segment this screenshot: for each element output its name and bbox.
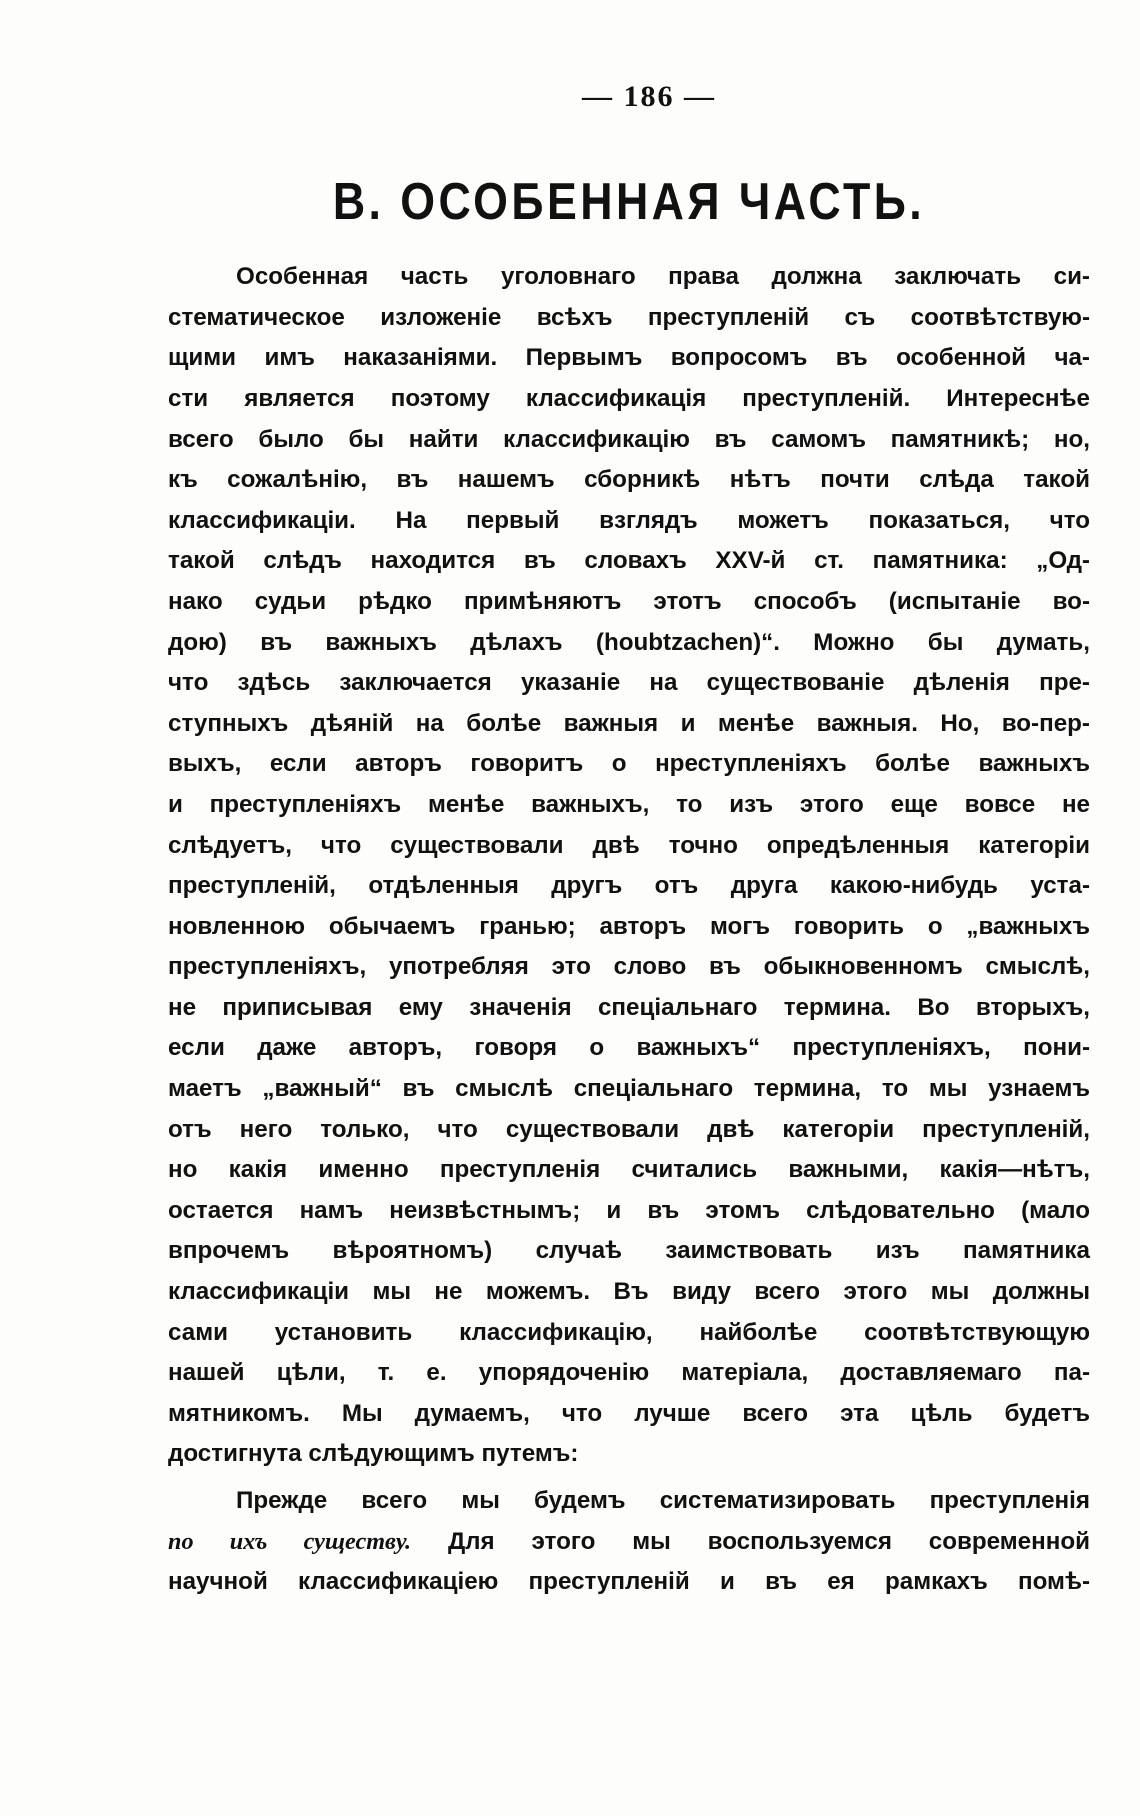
paragraph-2 bbox=[168, 1481, 1090, 1603]
text-line: классификаціи мы не можемъ. Въ виду всего этого мы должны bbox=[168, 1278, 1090, 1306]
page-number: — 186 — bbox=[582, 80, 716, 113]
text-line: научной классификаціею преступленій и въ ея рамкахъ помѣ- bbox=[168, 1568, 1090, 1596]
text-line: остается намъ неизвѣстнымъ; и въ этомъ слѣдовательно (мало bbox=[168, 1196, 1090, 1224]
text-line: такой слѣдъ находится въ словахъ XXV-й ст. памятника: „Од- bbox=[168, 547, 1090, 575]
text-line: впрочемъ вѣроятномъ) случаѣ заимствовать изъ памятника bbox=[168, 1237, 1090, 1265]
text-line: стематическое изложеніе всѣхъ преступленій съ соотвѣтствую- bbox=[168, 303, 1090, 331]
paragraph-1 bbox=[168, 257, 1090, 1475]
text-line: сами установить классификацію, найболѣе соотвѣтствующую bbox=[168, 1318, 1090, 1346]
text-line: нако судьи рѣдко примѣняютъ этотъ способъ (испытаніе во- bbox=[168, 587, 1090, 615]
text-line: сти является поэтому классификація преступленій. Интереснѣе bbox=[168, 384, 1090, 412]
text-line: щими имъ наказаніями. Первымъ вопросомъ въ особенной ча- bbox=[168, 344, 1090, 372]
text-line: къ сожалѣнію, въ нашемъ сборникѣ нѣтъ почти слѣда такой bbox=[168, 466, 1090, 494]
text-line: но какія именно преступленія считались важными, какія—нѣтъ, bbox=[168, 1156, 1090, 1184]
text-line: всего было бы найти классификацію въ самомъ памятникѣ; но, bbox=[168, 425, 1090, 453]
text-line: слѣдуетъ, что существовали двѣ точно опредѣленныя категоріи bbox=[168, 831, 1090, 859]
text-line: отъ него только, что существовали двѣ категоріи преступленій, bbox=[168, 1115, 1090, 1143]
text-line: и преступленіяхъ менѣе важныхъ, то изъ этого еще вовсе не bbox=[168, 790, 1090, 818]
text-line: преступленій, отдѣленныя другъ отъ друга какою-нибудь уста- bbox=[168, 872, 1090, 900]
text-line: ступныхъ дѣяній на болѣе важныя и менѣе важныя. Но, во-пер- bbox=[168, 709, 1090, 737]
text-line: дою) въ важныхъ дѣлахъ (houbtzachen)“. Можно бы думать, bbox=[168, 628, 1090, 656]
text-line: нашей цѣли, т. е. упорядоченію матеріала, доставляемаго па- bbox=[168, 1359, 1090, 1387]
text-line: преступленіяхъ, употребляя это слово въ обыкновенномъ смыслѣ, bbox=[168, 953, 1090, 981]
text-line: Прежде всего мы будемъ систематизировать преступленія bbox=[236, 1487, 1090, 1514]
text-line: мятникомъ. Мы думаемъ, что лучше всего эта цѣль будетъ bbox=[168, 1399, 1090, 1427]
text-fragment: Для этого мы воспользуемся современной bbox=[411, 1527, 1091, 1555]
book-page bbox=[168, 80, 1090, 1603]
section-title: В. ОСОБЕННАЯ ЧАСТЬ. bbox=[332, 173, 926, 231]
text-line: новленною обычаемъ гранью; авторъ могъ говорить о „важныхъ bbox=[168, 912, 1090, 940]
text-line: маетъ „важный“ въ смыслѣ спеціальнаго термина, то мы узнаемъ bbox=[168, 1075, 1090, 1103]
text-line: классификаціи. На первый взглядъ можетъ показаться, что bbox=[168, 506, 1090, 534]
text-line: выхъ, если авторъ говоритъ о нреступленіяхъ болѣе важныхъ bbox=[168, 750, 1090, 778]
text-line-mixed bbox=[168, 1522, 1090, 1563]
text-line: не приписывая ему значенія спеціальнаго термина. Во вторыхъ, bbox=[168, 993, 1090, 1021]
text-line: Особенная часть уголовнаго права должна заключать си- bbox=[236, 263, 1090, 291]
text-line: достигнута слѣдующимъ путемъ: bbox=[168, 1440, 579, 1468]
italic-emphasis: по ихъ существу. bbox=[168, 1527, 412, 1555]
text-line: если даже авторъ, говоря о важныхъ“ преступленіяхъ, пони- bbox=[168, 1034, 1090, 1062]
text-line: что здѣсь заключается указаніе на существованіе дѣленія пре- bbox=[168, 669, 1090, 697]
